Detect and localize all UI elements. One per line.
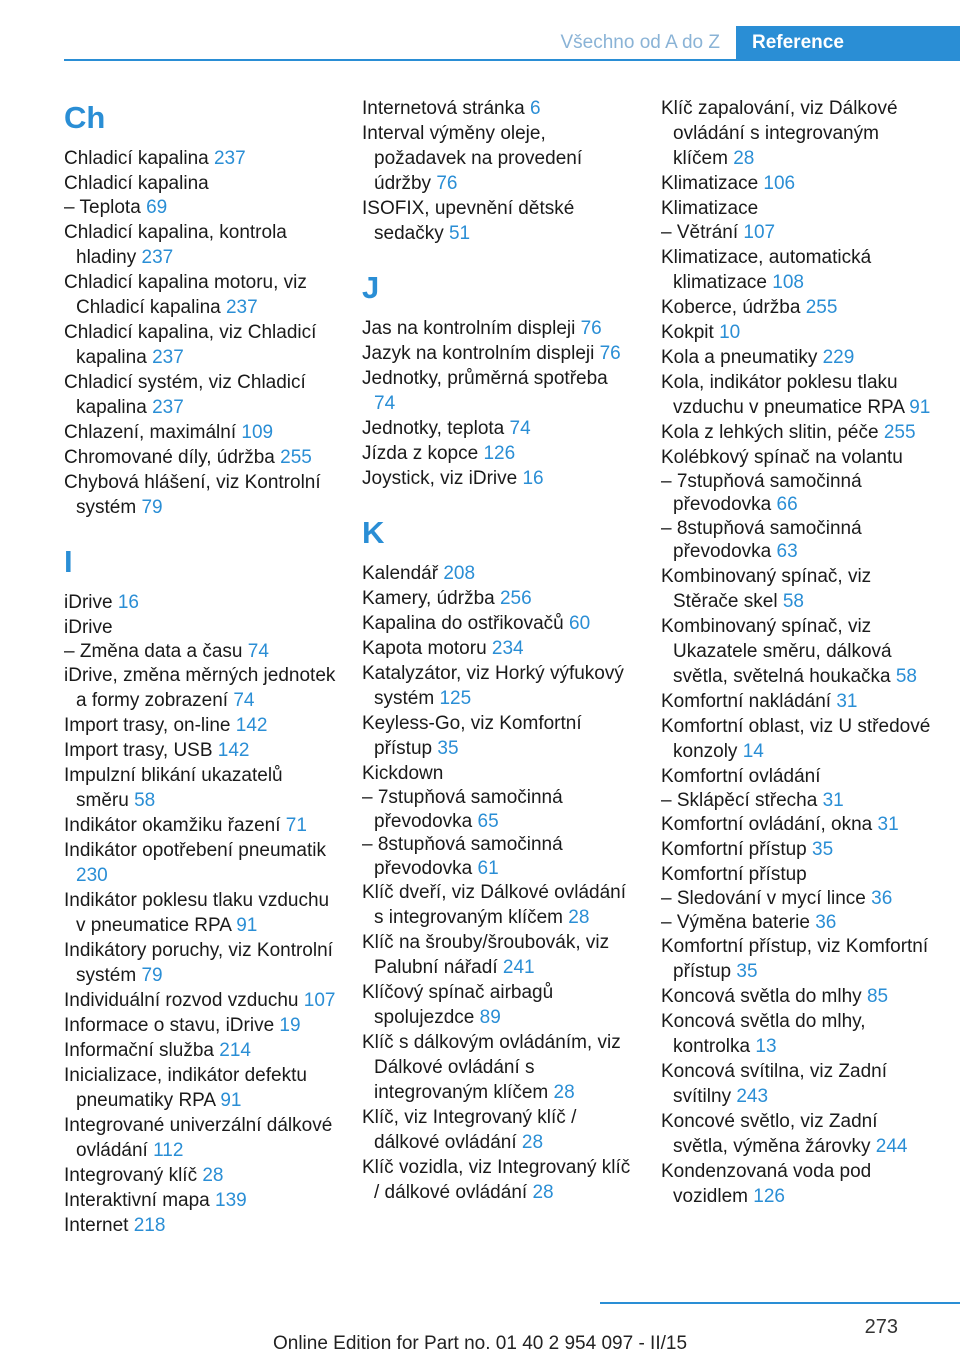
index-entry (661, 96, 933, 171)
index-entry (64, 1213, 336, 1238)
index-entry (362, 196, 634, 246)
entry-text: Kalendář (362, 563, 444, 584)
index-entry (64, 615, 336, 640)
index-column-2 (362, 96, 634, 1205)
entry-text: Jednotky, teplota (362, 418, 510, 439)
index-subentry (661, 911, 933, 935)
entry-text: Klíč dveří, viz Dálkové ovládání s integrovaným klíčem (362, 882, 627, 928)
page-link[interactable]: 142 (235, 715, 268, 736)
entry-text: Jazyk na kontrolním displeji (362, 343, 600, 364)
entry-text: – 7stupňová samočinná převodovka (661, 470, 862, 515)
page-link[interactable]: 76 (580, 318, 602, 339)
entry-text: Chybová hlášení, viz Kontrolní systém (64, 471, 321, 518)
index-subentry (661, 887, 933, 911)
page-link[interactable]: 255 (280, 446, 312, 468)
reference-tab: Reference (736, 26, 960, 60)
index-entry (362, 880, 634, 930)
section-title: Všechno od A do Z (560, 32, 720, 53)
index-entry (64, 663, 336, 713)
page-link[interactable]: 31 (877, 814, 899, 835)
page-link[interactable]: 14 (742, 740, 764, 762)
entry-text: – Sledování v mycí lince (661, 888, 872, 909)
entry-text: Informace o stavu, iDrive (64, 1015, 280, 1036)
page-link[interactable]: 13 (755, 1036, 777, 1057)
entry-text: Komfortní přístup, viz Komfortní přístup (661, 936, 929, 982)
entry-text: Koncová světla do mlhy, kontrolka (661, 1011, 866, 1057)
entry-text: Koncová světla do mlhy (661, 986, 867, 1007)
index-subentry (661, 789, 933, 813)
page-link[interactable]: 244 (875, 1136, 908, 1157)
index-entry (362, 416, 634, 441)
index-entry (661, 171, 933, 196)
page-link[interactable]: 76 (436, 173, 458, 194)
entry-text: – Změna data a času (64, 640, 248, 662)
entry-text: – 7stupňová samočinná převodovka (362, 787, 563, 832)
page-link[interactable]: 139 (215, 1190, 247, 1211)
index-entry (362, 711, 634, 761)
entry-text: ISOFIX, upevnění dětské sedačky (362, 198, 575, 244)
page-link[interactable]: 243 (736, 1086, 769, 1107)
page-link[interactable]: 89 (479, 1007, 501, 1028)
page-link[interactable]: 142 (217, 740, 250, 761)
page-link[interactable]: 91 (236, 915, 258, 936)
index-entry (661, 1009, 933, 1059)
page-link[interactable]: 74 (233, 690, 255, 711)
entry-text: Kapalina do ostřikovačů (362, 613, 570, 634)
page-link[interactable]: 91 (909, 396, 931, 418)
page-link[interactable]: 31 (836, 690, 858, 712)
index-entry (362, 341, 634, 366)
page-link[interactable]: 10 (719, 321, 741, 343)
entry-text: Klíčový spínač airbagů spolujezdce (362, 982, 554, 1028)
entry-text: Komfortní ovládání (661, 765, 821, 787)
index-entry (362, 611, 634, 636)
entry-text: Jednotky, průměrná spotřeba (362, 368, 608, 389)
page-link[interactable]: 126 (483, 443, 516, 464)
index-entry (661, 689, 933, 714)
index-entry (64, 146, 336, 171)
index-column-1 (64, 96, 336, 1238)
page-link[interactable]: 74 (247, 640, 269, 662)
section-spacer (362, 246, 634, 268)
index-entry (64, 1063, 336, 1113)
index-entry (64, 888, 336, 938)
page-link[interactable]: 109 (241, 421, 274, 443)
page-link[interactable]: 237 (141, 246, 174, 268)
page-link[interactable]: 65 (477, 810, 499, 832)
entry-text: Kola z lehkých slitin, péče (661, 421, 884, 443)
page-link[interactable]: 69 (146, 197, 168, 218)
entry-text: Klíč zapalování, viz Dálkové ovládání s integrovaným klíčem (661, 98, 898, 169)
page-link[interactable]: 16 (117, 591, 139, 613)
edition-footer: Online Edition for Part no. 01 40 2 954 097 - II/15 (272, 1333, 688, 1354)
page-link[interactable]: 91 (220, 1090, 242, 1111)
entry-text: Kolébkový spínač na volantu (661, 446, 903, 468)
entry-text: Keyless-Go, viz Komfortní přístup (362, 713, 582, 759)
entry-text: Koncové světlo, viz Zadní světla, výměna žárovky (661, 1111, 878, 1157)
entry-text: Individuální rozvod vzduchu (64, 990, 304, 1011)
entry-text: Kapota motoru (362, 638, 492, 659)
page-link[interactable]: 229 (822, 346, 855, 368)
index-entry (661, 196, 933, 221)
index-letter-heading: K (362, 515, 385, 550)
page-link[interactable]: 58 (895, 665, 917, 687)
index-entry (64, 370, 336, 420)
page-link[interactable]: 74 (374, 393, 396, 414)
entry-text: Kokpit (661, 321, 720, 343)
page-link[interactable]: 79 (141, 965, 163, 986)
page-link[interactable]: 51 (448, 223, 471, 244)
index-entry (362, 636, 634, 661)
page-link[interactable]: 28 (553, 1082, 575, 1103)
index-entry (661, 245, 933, 295)
index-entry (64, 738, 336, 763)
page-link[interactable]: 66 (776, 494, 798, 515)
page-link[interactable]: 28 (202, 1165, 224, 1186)
page-link[interactable]: 28 (568, 907, 590, 928)
index-entry (661, 370, 933, 420)
page-link[interactable]: 35 (812, 839, 834, 860)
entry-text: Internet (64, 1215, 134, 1236)
entry-text: iDrive (64, 591, 118, 613)
entry-text: Import trasy, on-line (64, 715, 236, 736)
entry-text: Komfortní oblast, viz U středové konzoly (661, 715, 931, 762)
page-link[interactable]: 256 (499, 588, 532, 609)
index-entry (362, 661, 634, 711)
index-entry (362, 466, 634, 491)
page-link[interactable]: 237 (152, 396, 184, 418)
page-link[interactable]: 36 (815, 911, 837, 933)
index-entry (661, 862, 933, 887)
entry-text: Kola, indikátor poklesu tlaku vzduchu v pneumatice RPA (661, 371, 910, 418)
index-entry (661, 1159, 933, 1209)
entry-text: Koncová svítilna, viz Zadní svítilny (661, 1061, 887, 1107)
index-entry (362, 366, 634, 416)
index-entry (362, 1105, 634, 1155)
index-entry (362, 980, 634, 1030)
entry-text: Klíč s dálkovým ovládáním, viz Dálkové ovládání s integrovaným klíčem (362, 1032, 621, 1103)
index-entry (661, 345, 933, 370)
index-entry (362, 930, 634, 980)
page-link[interactable]: 237 (213, 148, 246, 169)
index-column-3 (661, 96, 933, 1209)
entry-text: Internetová stránka (362, 98, 530, 119)
index-entry (661, 1109, 933, 1159)
entry-text: Indikátory poruchy, viz Kontrolní systém (64, 940, 333, 986)
entry-text: Integrované univerzální dálkové ovládání (64, 1115, 333, 1161)
page-link[interactable]: 106 (763, 173, 796, 194)
index-entry (362, 96, 634, 121)
page-link[interactable]: 74 (509, 418, 531, 439)
page-link[interactable]: 255 (883, 421, 916, 443)
index-entry (362, 316, 634, 341)
entry-text: Komfortní ovládání, okna (661, 814, 878, 835)
index-entry (661, 812, 933, 837)
page-link[interactable]: 255 (805, 296, 838, 318)
page-link[interactable]: 63 (776, 541, 798, 562)
page-link[interactable]: 16 (522, 468, 544, 489)
entry-text: Indikátor okamžiku řazení (64, 815, 286, 836)
entry-text: Komfortní nakládání (661, 690, 837, 712)
page-link[interactable]: 79 (141, 496, 163, 518)
index-entry (64, 420, 336, 445)
index-entry (661, 714, 933, 764)
index-entry (64, 988, 336, 1013)
header-rule (64, 59, 960, 61)
page-link[interactable]: 60 (569, 613, 591, 634)
entry-text: – Větrání (661, 222, 744, 243)
page-link[interactable]: 237 (225, 296, 258, 318)
page-link[interactable]: 58 (782, 590, 804, 612)
page-link[interactable]: 125 (439, 688, 472, 709)
page-link[interactable]: 35 (736, 961, 758, 982)
entry-text: Klimatizace (661, 198, 759, 219)
page-header (0, 0, 960, 62)
entry-text: Komfortní přístup (661, 864, 807, 885)
entry-text: Integrovaný klíč (64, 1165, 203, 1186)
index-entry (64, 590, 336, 615)
index-letter-heading: I (64, 543, 73, 579)
page-link[interactable]: 28 (733, 148, 755, 169)
entry-text: Import trasy, USB (64, 740, 218, 761)
entry-text: Klíč na šrouby/šroubovák, viz Palubní nářadí (362, 932, 610, 978)
index-entry (64, 270, 336, 320)
page-link[interactable]: 208 (443, 563, 476, 584)
index-entry (64, 813, 336, 838)
index-entry (661, 837, 933, 862)
index-entry (661, 564, 933, 614)
index-subentry (362, 833, 634, 880)
index-entry (64, 838, 336, 888)
entry-text: – Výměna baterie (661, 911, 816, 933)
entry-text: Chladicí kapalina (64, 173, 209, 194)
index-letter-heading: Ch (64, 100, 106, 135)
entry-text: Interaktivní mapa (64, 1190, 216, 1211)
entry-text: Indikátor opotřebení pneumatik (64, 840, 326, 861)
index-subentry (362, 786, 634, 833)
index-entry (362, 1155, 634, 1205)
index-entry (64, 1013, 336, 1038)
entry-text: Kamery, údržba (362, 588, 500, 609)
index-entry (661, 320, 933, 345)
page-link[interactable]: 71 (285, 815, 307, 836)
index-entry (64, 938, 336, 988)
page-number: 273 (864, 1316, 898, 1338)
index-entry (661, 420, 933, 445)
page-link[interactable]: 6 (529, 98, 541, 119)
entry-text: – 8stupňová samočinná převodovka (362, 834, 563, 879)
entry-text: iDrive (64, 616, 113, 638)
page-link[interactable]: 85 (866, 986, 889, 1007)
page-link[interactable]: 241 (502, 957, 535, 978)
entry-text: Kondenzovaná voda pod vozidlem (661, 1161, 872, 1207)
index-entry (362, 441, 634, 466)
page-link[interactable]: 112 (153, 1140, 184, 1161)
index-entry (362, 761, 634, 786)
entry-text: Chladicí systém, viz Chladicí kapalina (64, 371, 306, 418)
index-entry (64, 445, 336, 470)
entry-text: Chladicí kapalina (64, 148, 214, 169)
index-entry (661, 445, 933, 470)
index-entry (661, 984, 933, 1009)
page-link[interactable]: 61 (477, 857, 499, 879)
entry-text: Informační služba (64, 1040, 220, 1061)
index-entry (64, 220, 336, 270)
entry-text: – 8stupňová samočinná převodovka (661, 517, 862, 562)
index-entry (362, 561, 634, 586)
page-link[interactable]: 35 (437, 738, 459, 759)
section-spacer (362, 491, 634, 513)
entry-text: Klíč, viz Integrovaný klíč / dálkové ovládání (362, 1107, 577, 1153)
index-entry (64, 1188, 336, 1213)
entry-text: iDrive, změna měrných jednotek a formy zobrazení (64, 665, 336, 711)
page-link[interactable]: 107 (743, 222, 776, 243)
page-link[interactable]: 36 (871, 888, 893, 909)
index-subentry (64, 196, 336, 220)
index-subentry (661, 221, 933, 245)
entry-text: Kola a pneumatiky (661, 346, 823, 368)
section-spacer (64, 520, 336, 542)
index-entry (661, 614, 933, 689)
index-entry (64, 320, 336, 370)
entry-text: Katalyzátor, viz Horký výfukový systém (362, 663, 624, 709)
page-link[interactable]: 19 (279, 1015, 301, 1036)
index-entry (64, 171, 336, 196)
index-entry (661, 295, 933, 320)
index-entry (661, 764, 933, 789)
entry-text: Kombinovaný spínač, viz Stěrače skel (661, 565, 872, 612)
entry-text: Indikátor poklesu tlaku vzduchu v pneumatice RPA (64, 890, 330, 936)
entry-text: Chromované díly, údržba (64, 446, 281, 468)
page-link[interactable]: 76 (599, 343, 621, 364)
entry-text: Jas na kontrolním displeji (362, 318, 581, 339)
page-link[interactable]: 218 (133, 1215, 166, 1236)
entry-text: Interval výměny oleje, požadavek na provedení údržby (362, 123, 583, 194)
index-entry (661, 1059, 933, 1109)
index-entry (362, 121, 634, 196)
entry-text: Chladicí kapalina motoru, viz Chladicí kapalina (64, 271, 307, 318)
index-entry (64, 470, 336, 520)
index-entry (362, 1030, 634, 1105)
page-link[interactable]: 237 (152, 346, 184, 368)
page-link[interactable]: 58 (134, 790, 156, 811)
page-link[interactable]: 234 (491, 638, 524, 659)
entry-text: Komfortní přístup (661, 839, 813, 860)
entry-text: Kombinovaný spínač, viz Ukazatele směru, dálková světla, světelná houkačka (661, 615, 896, 687)
index-subentry (64, 640, 336, 664)
index-subentry (661, 470, 933, 517)
entry-text: – Teplota (64, 197, 147, 218)
index-letter-heading: J (362, 270, 380, 305)
index-entry (661, 934, 933, 984)
page-link[interactable]: 230 (76, 865, 108, 886)
index-entry (64, 713, 336, 738)
page-link[interactable]: 126 (753, 1186, 785, 1207)
entry-text: Chladicí kapalina, viz Chladicí kapalina (64, 321, 317, 368)
page-link[interactable]: 28 (521, 1132, 544, 1153)
index-entry (64, 763, 336, 813)
index-entry (64, 1113, 336, 1163)
page-link[interactable]: 214 (219, 1040, 251, 1061)
index-entry (64, 1163, 336, 1188)
entry-text: Kickdown (362, 763, 444, 784)
footer-rule (600, 1302, 960, 1304)
entry-text: – Sklápěcí střecha (661, 789, 823, 811)
entry-text: Klimatizace (661, 173, 764, 194)
entry-text: Chladicí kapalina, kontrola hladiny (64, 221, 287, 268)
index-entry (64, 1038, 336, 1063)
index-entry (362, 586, 634, 611)
page-link[interactable]: 107 (303, 990, 336, 1011)
page-link[interactable]: 28 (532, 1182, 554, 1203)
entry-text: Koberce, údržba (661, 296, 806, 318)
page-link[interactable]: 31 (822, 789, 844, 811)
entry-text: Inicializace, indikátor defektu pneumatiky RPA (64, 1065, 307, 1111)
entry-text: Joystick, viz iDrive (362, 468, 523, 489)
entry-text: Chlazení, maximální (64, 421, 242, 443)
index-subentry (661, 517, 933, 564)
page-link[interactable]: 108 (772, 271, 804, 293)
entry-text: Jízda z kopce (362, 443, 484, 464)
entry-text: Impulzní blikání ukazatelů směru (64, 765, 283, 811)
entry-text: Klimatizace, automatická klimatizace (661, 246, 872, 293)
entry-text: Klíč vozidla, viz Integrovaný klíč / dálkové ovládání (362, 1157, 631, 1203)
